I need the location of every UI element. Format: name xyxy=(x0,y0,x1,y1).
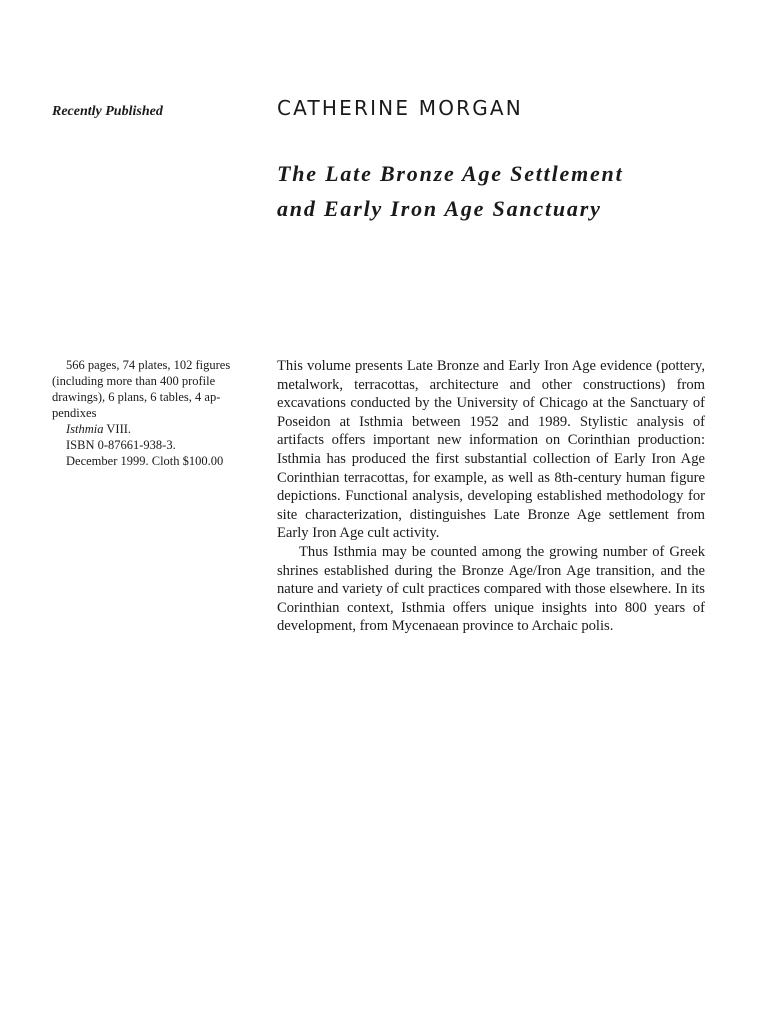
book-description xyxy=(277,357,705,636)
spec-pages: 566 pages, 74 plates, 102 figures (including more than 400 profile drawings), 6 plans, 6 tables, 4 appendixes xyxy=(52,358,231,420)
spec-series-volume: VIII. xyxy=(103,422,132,436)
book-specifications xyxy=(52,357,247,469)
spec-series xyxy=(52,421,247,437)
description-paragraph-2: Thus Isthmia may be counted among the growing number of Greek shrines established during the Bronze Age/Iron Age transition, and the nature and variety of cult practices compared with those elsewhere. In its Corinthian context, Isthmia offers unique insights into 800 years of development, from Mycenaean province to Archaic polis. xyxy=(277,543,705,635)
spec-series-name: Isthmia xyxy=(66,422,104,436)
book-title-line-1: The Late Bronze Age Settlement xyxy=(277,161,624,186)
author-name: CATHERINE MORGAN xyxy=(277,96,523,120)
spec-date-price: December 1999. Cloth $100.00 xyxy=(66,454,224,468)
description-paragraph-1: This volume presents Late Bronze and Early Iron Age evidence (pottery, metalwork, terracottas, architecture and other constructions) from excavations conducted by the University of Chicago at the Sanctuary of Poseidon at Isthmia between 1952 and 1989. Stylistic analysis of artifacts offers important new information on Corinthian production: Isthmia has produced the first substantial collection of Early Iron Age Corinthian terracottas, for example, as well as 8th-century human figure depictions. Functional analysis, developing established methodology for site characterization, distinguishes Late Bronze Age settlement from Early Iron Age cult activity. xyxy=(277,358,705,542)
section-label: Recently Published xyxy=(52,104,163,119)
book-title-line-2: and Early Iron Age Sanctuary xyxy=(277,196,602,221)
book-title xyxy=(277,156,717,226)
spec-isbn: ISBN 0-87661-938-3. xyxy=(66,438,176,452)
